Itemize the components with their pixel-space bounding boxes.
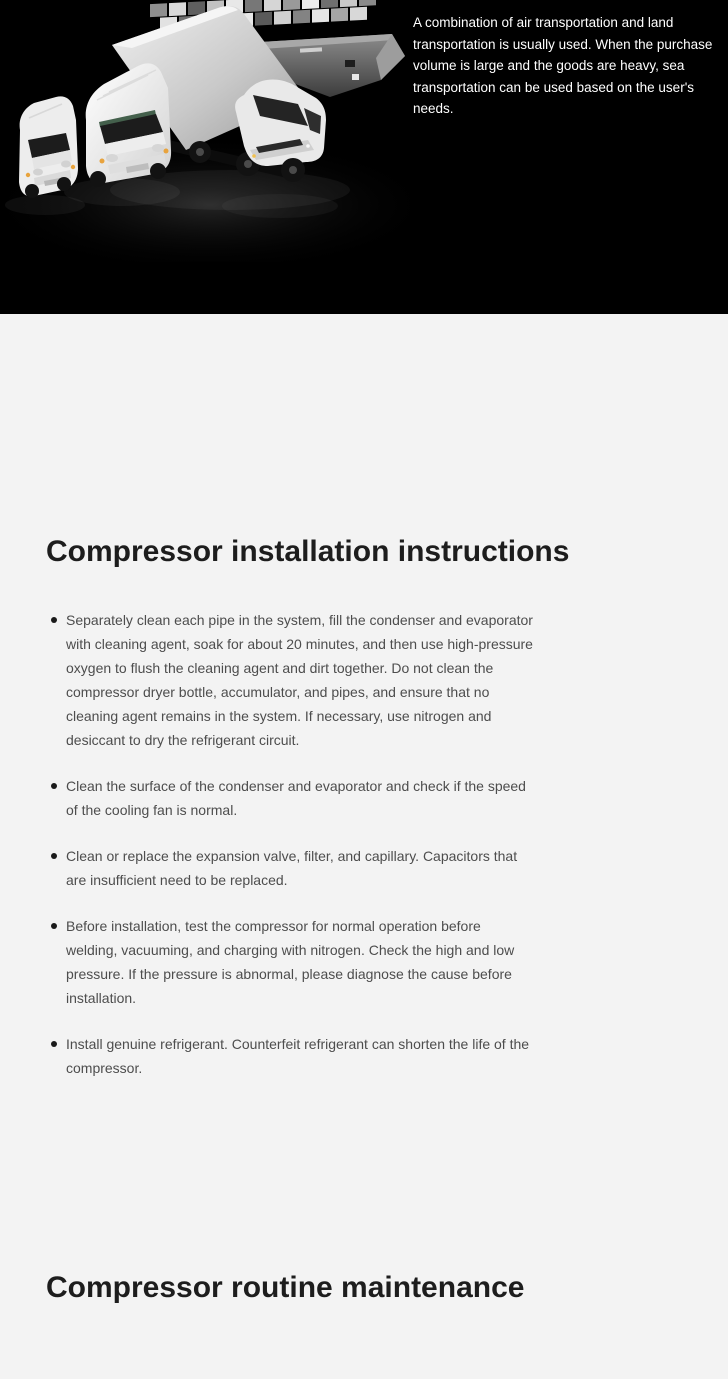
list-item: Clean the surface of the condenser and evaporator and check if the speed of the cooling fan is normal.	[51, 774, 533, 822]
list-item: Before installation, test the compressor for normal operation before welding, vacuuming, and charging with nitrogen. Check the high and low pressure. If the pressure is abnormal, please diagnose the cause before installation.	[51, 914, 533, 1010]
delivery-van-graphic	[64, 63, 180, 206]
maintenance-title: Compressor routine maintenance	[46, 1271, 525, 1304]
transport-fleet-image	[0, 0, 410, 262]
hero-description: A combination of air transportation and land transportation is usually used. When the purchase volume is large and the goods are heavy, sea transportation can be used based on the user's needs.	[413, 15, 713, 116]
installation-title: Compressor installation instructions	[46, 535, 570, 568]
installation-bullet-list	[51, 608, 533, 1080]
hero-section	[0, 0, 728, 314]
list-item: Separately clean each pipe in the system, fill the condenser and evaporator with cleaning agent, soak for about 20 minutes, and then use high-pressure oxygen to flush the cleaning agent and dirt together. Do not clean the compressor dryer bottle, accumulator, and pipes, and ensure that no cleaning agent remains in the system. If necessary, use nitrogen and desiccant to dry the refrigerant circuit.	[51, 608, 533, 752]
content-section	[0, 314, 728, 1305]
list-item: Clean or replace the expansion valve, filter, and capillary. Capacitors that are insufficient need to be replaced.	[51, 844, 533, 892]
list-item: Install genuine refrigerant. Counterfeit refrigerant can shorten the life of the compressor.	[51, 1032, 533, 1080]
